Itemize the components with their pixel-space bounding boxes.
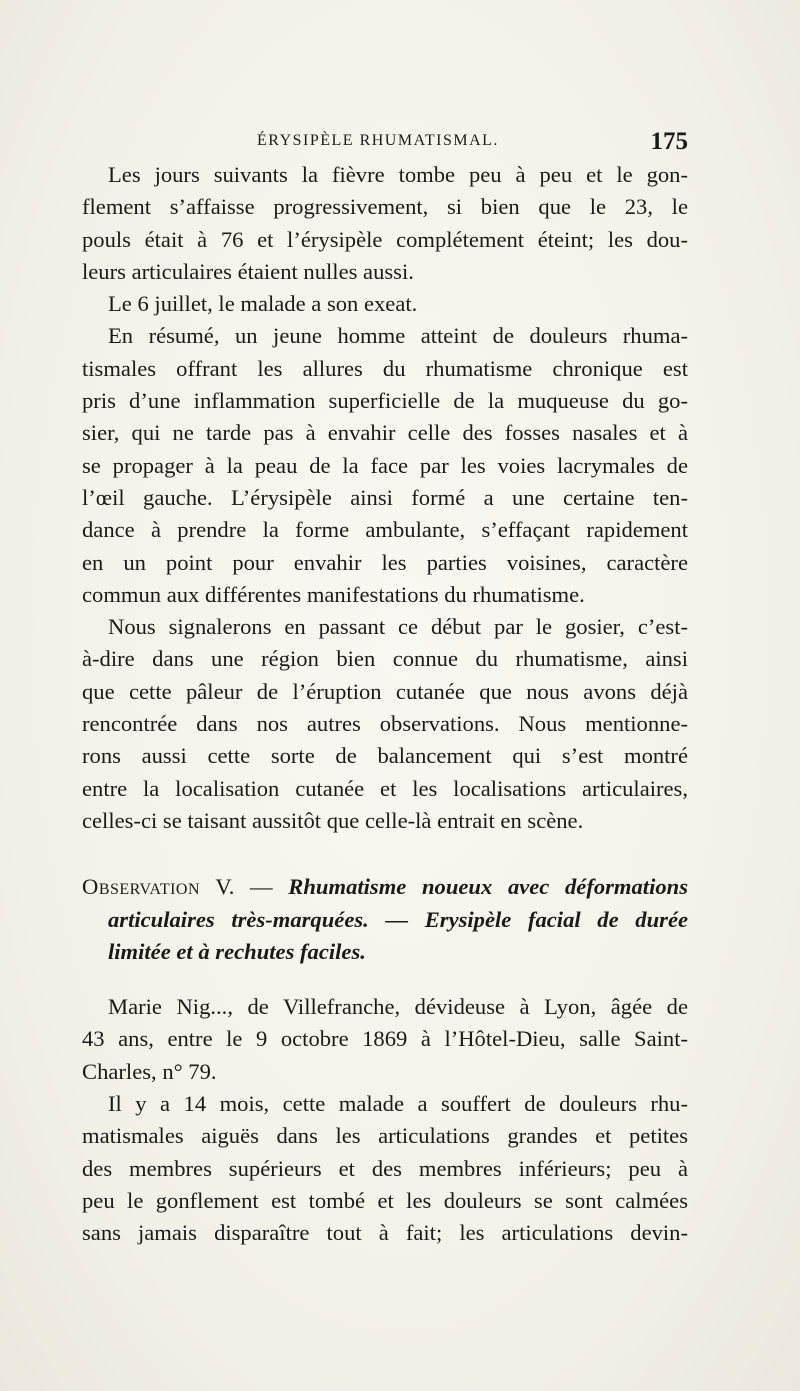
observation-heading-line: [82, 904, 688, 936]
text-line: entre la localisation cutanée et les localisations articulaires,: [82, 775, 688, 801]
text-line: En résumé, un jeune homme atteint de douleurs rhuma-: [108, 323, 688, 349]
paragraph: [82, 1088, 688, 1249]
body-text: [82, 159, 688, 1250]
text-line: sier, qui ne tarde pas à envahir celle des fosses nasales et à: [82, 420, 688, 446]
observation-heading: [82, 871, 688, 968]
paragraph: [82, 159, 688, 288]
text-line: Le 6 juillet, le malade a son exeat.: [108, 291, 418, 317]
text-line: pouls était à 76 et l’érysipèle complétement éteint; les dou-: [82, 226, 688, 252]
paragraph: [82, 991, 688, 1088]
text-line: Marie Nig..., de Villefranche, dévideuse à Lyon, âgée de: [108, 994, 688, 1020]
paragraph: [82, 611, 688, 837]
text-line: commun aux différentes manifestations du rhumatisme.: [82, 581, 585, 607]
observation-label: Observation: [82, 874, 201, 900]
observation-heading-line: [82, 936, 688, 968]
text-line: flement s’affaisse progressivement, si bien que le 23, le: [82, 194, 688, 220]
text-line: matismales aiguës dans les articulations grandes et petites: [82, 1123, 688, 1149]
text-line: tismales offrant les allures du rhumatisme chronique est: [82, 355, 688, 381]
text-line: peu le gonflement est tombé et les douleurs se sont calmées: [82, 1187, 688, 1213]
observation-number: V. —: [215, 874, 273, 900]
text-line: se propager à la peau de la face par les voies lacrymales de: [82, 452, 688, 478]
text-line: à-dire dans une région bien connue du rhumatisme, ainsi: [82, 646, 688, 672]
text-line: 43 ans, entre le 9 octobre 1869 à l’Hôtel-Dieu, salle Saint-: [82, 1026, 688, 1052]
text-line: l’œil gauche. L’érysipèle ainsi formé a une certaine ten-: [82, 484, 688, 510]
page-number: 175: [650, 128, 688, 155]
text-line: Nous signalerons en passant ce début par le gosier, c’est-: [108, 614, 688, 640]
text-line: pris d’une inflammation superficielle de la muqueuse du go-: [82, 388, 688, 414]
observation-title-part: articulaires très-marquées. — Erysipèle facial de durée: [108, 906, 688, 932]
text-line: Les jours suivants la fièvre tombe peu à peu et le gon-: [108, 162, 688, 187]
observation-title-part: Rhumatisme noueux avec déformations: [288, 874, 689, 900]
text-line: leurs articulaires étaient nulles aussi.: [82, 258, 414, 284]
running-head: ÉRYSIPÈLE RHUMATISMAL.: [257, 132, 499, 149]
text-line: dance à prendre la forme ambulante, s’effaçant rapidement: [82, 517, 688, 543]
text-line: des membres supérieurs et des membres inférieurs; peu à: [82, 1155, 688, 1181]
text-line: Charles, n° 79.: [82, 1058, 217, 1084]
text-line: rencontrée dans nos autres observations. Nous mentionne-: [82, 711, 688, 737]
text-line: en un point pour envahir les parties voisines, caractère: [82, 549, 688, 575]
observation-heading-line: [82, 871, 688, 903]
page-header: [82, 128, 688, 162]
observation-body: [82, 991, 688, 1249]
text-line: rons aussi cette sorte de balancement qui s’est montré: [82, 743, 688, 769]
text-line: Il y a 14 mois, cette malade a souffert de douleurs rhu-: [108, 1091, 688, 1117]
paragraph: [82, 320, 688, 611]
observation-title-part: limitée et à rechutes faciles.: [108, 938, 366, 964]
text-line: que cette pâleur de l’éruption cutanée que nous avons déjà: [82, 678, 688, 704]
paragraph: [82, 288, 688, 320]
text-line: sans jamais disparaître tout à fait; les articulations devin-: [82, 1220, 688, 1246]
text-line: celles-ci se taisant aussitôt que celle-là entrait en scène.: [82, 807, 584, 833]
